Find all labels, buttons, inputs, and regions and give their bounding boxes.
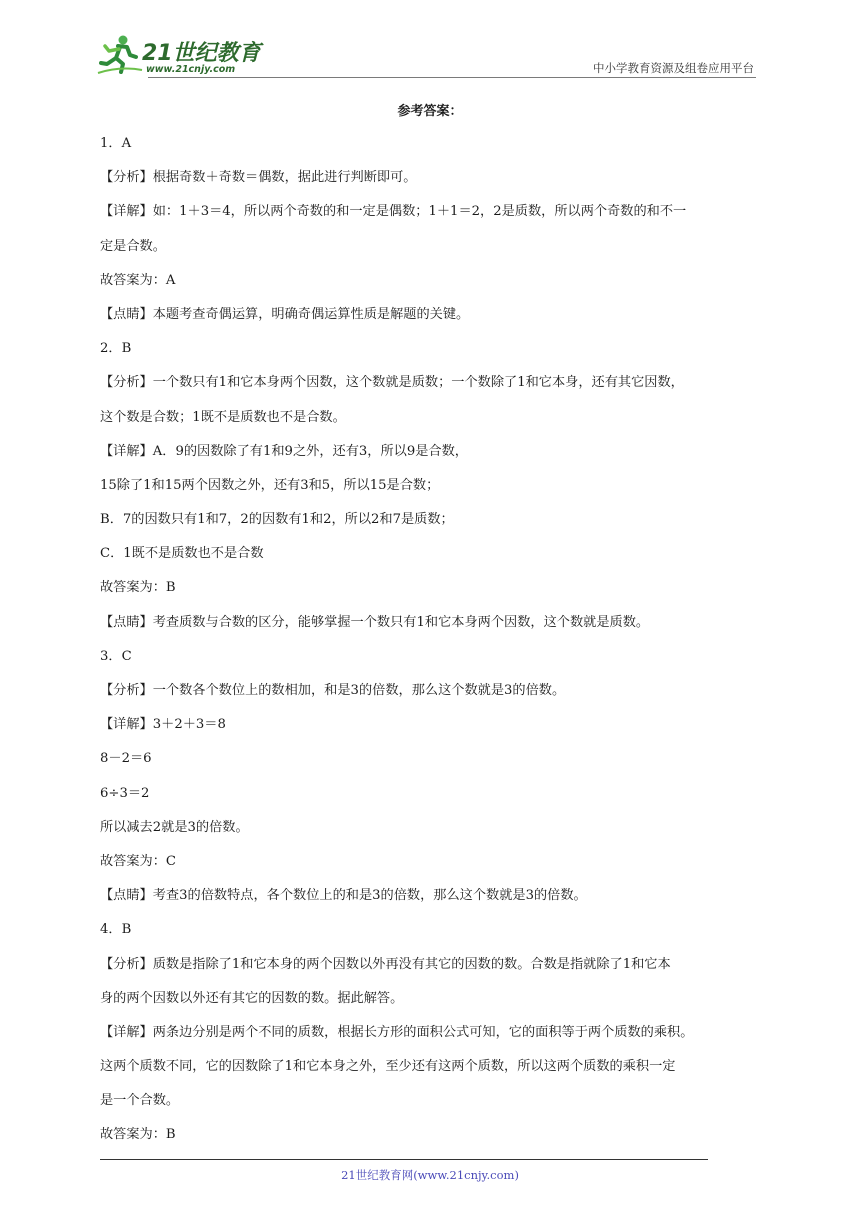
text-line: 这个数是合数；1既不是质数也不是合数。 [100, 409, 346, 425]
logo-url: www.21cnjy.com [146, 64, 236, 75]
text-line: 【分析】根据奇数＋奇数＝偶数，据此进行判断即可。 [100, 170, 417, 186]
text-line: 8－2＝6 [100, 751, 152, 767]
text-line: 这两个质数不同，它的因数除了1和它本身之外，至少还有这两个质数，所以这两个质数的乘积一定 [100, 1059, 676, 1075]
text-line: 1．A [100, 136, 132, 151]
platform-name: 中小学教育资源及组卷应用平台 [593, 61, 754, 75]
page-title: 参考答案： [397, 104, 463, 119]
text-line: 故答案为：B [100, 580, 176, 596]
text-line: B．7的因数只有1和7，2的因数有1和2，所以2和7是质数； [100, 512, 454, 528]
text-line: 15除了1和15两个因数之外，还有3和5，所以15是合数； [100, 477, 440, 493]
footer-divider [100, 1159, 708, 1160]
text-line: 故答案为：B [100, 1127, 176, 1143]
text-line: 3．C [100, 648, 132, 664]
text-line: 【点睛】考查3的倍数特点，各个数位上的和是3的倍数，那么这个数就是3的倍数。 [100, 888, 587, 904]
text-line: 【点睛】考查质数与合数的区分，能够掌握一个数只有1和它本身两个因数，这个数就是质数。 [100, 614, 650, 630]
text-line: 4．B [100, 922, 132, 938]
logo-title: 21世纪教育 [142, 41, 261, 66]
text-line: 身的两个因数以外还有其它的因数的数。据此解答。 [100, 990, 404, 1006]
text-line: 6÷3＝2 [100, 785, 150, 801]
page-header [0, 0, 860, 90]
text-line: 【分析】一个数只有1和它本身两个因数，这个数就是质数；一个数除了1和它本身，还有其它因数， [100, 375, 684, 391]
text-line: 【详解】如：1＋3＝4，所以两个奇数的和一定是偶数；1＋1＝2，2是质数，所以两个奇数的和不一 [100, 204, 687, 220]
runner-icon [96, 34, 144, 76]
text-line: 【分析】质数是指除了1和它本身的两个因数以外再没有其它的因数的数。合数是指就除了1和它本 [100, 956, 671, 972]
text-line: 是一个合数。 [100, 1093, 180, 1109]
header-divider [148, 77, 756, 78]
text-line: 【点睛】本题考查奇偶运算，明确奇偶运算性质是解题的关键。 [100, 306, 470, 322]
text-line: 故答案为：A [100, 272, 176, 288]
text-line: 所以减去2就是3的倍数。 [100, 819, 249, 835]
footer-link[interactable]: 21世纪教育网(www.21cnjy.com) [341, 1168, 519, 1182]
text-line: 【详解】两条边分别是两个不同的质数，根据长方形的面积公式可知，它的面积等于两个质数的乘积。 [100, 1024, 694, 1040]
site-logo[interactable] [96, 34, 266, 80]
text-line: 2．B [100, 341, 132, 357]
text-line: 定是合数。 [100, 238, 166, 254]
answer-content [100, 127, 764, 1153]
text-line: 【详解】A．9的因数除了有1和9之外，还有3，所以9是合数， [100, 443, 468, 459]
text-line: C．1既不是质数也不是合数 [100, 546, 264, 562]
text-line: 故答案为：C [100, 853, 177, 869]
text-line: 【分析】一个数各个数位上的数相加，和是3的倍数，那么这个数就是3的倍数。 [100, 683, 566, 698]
text-line: 【详解】3＋2＋3＝8 [100, 717, 226, 733]
